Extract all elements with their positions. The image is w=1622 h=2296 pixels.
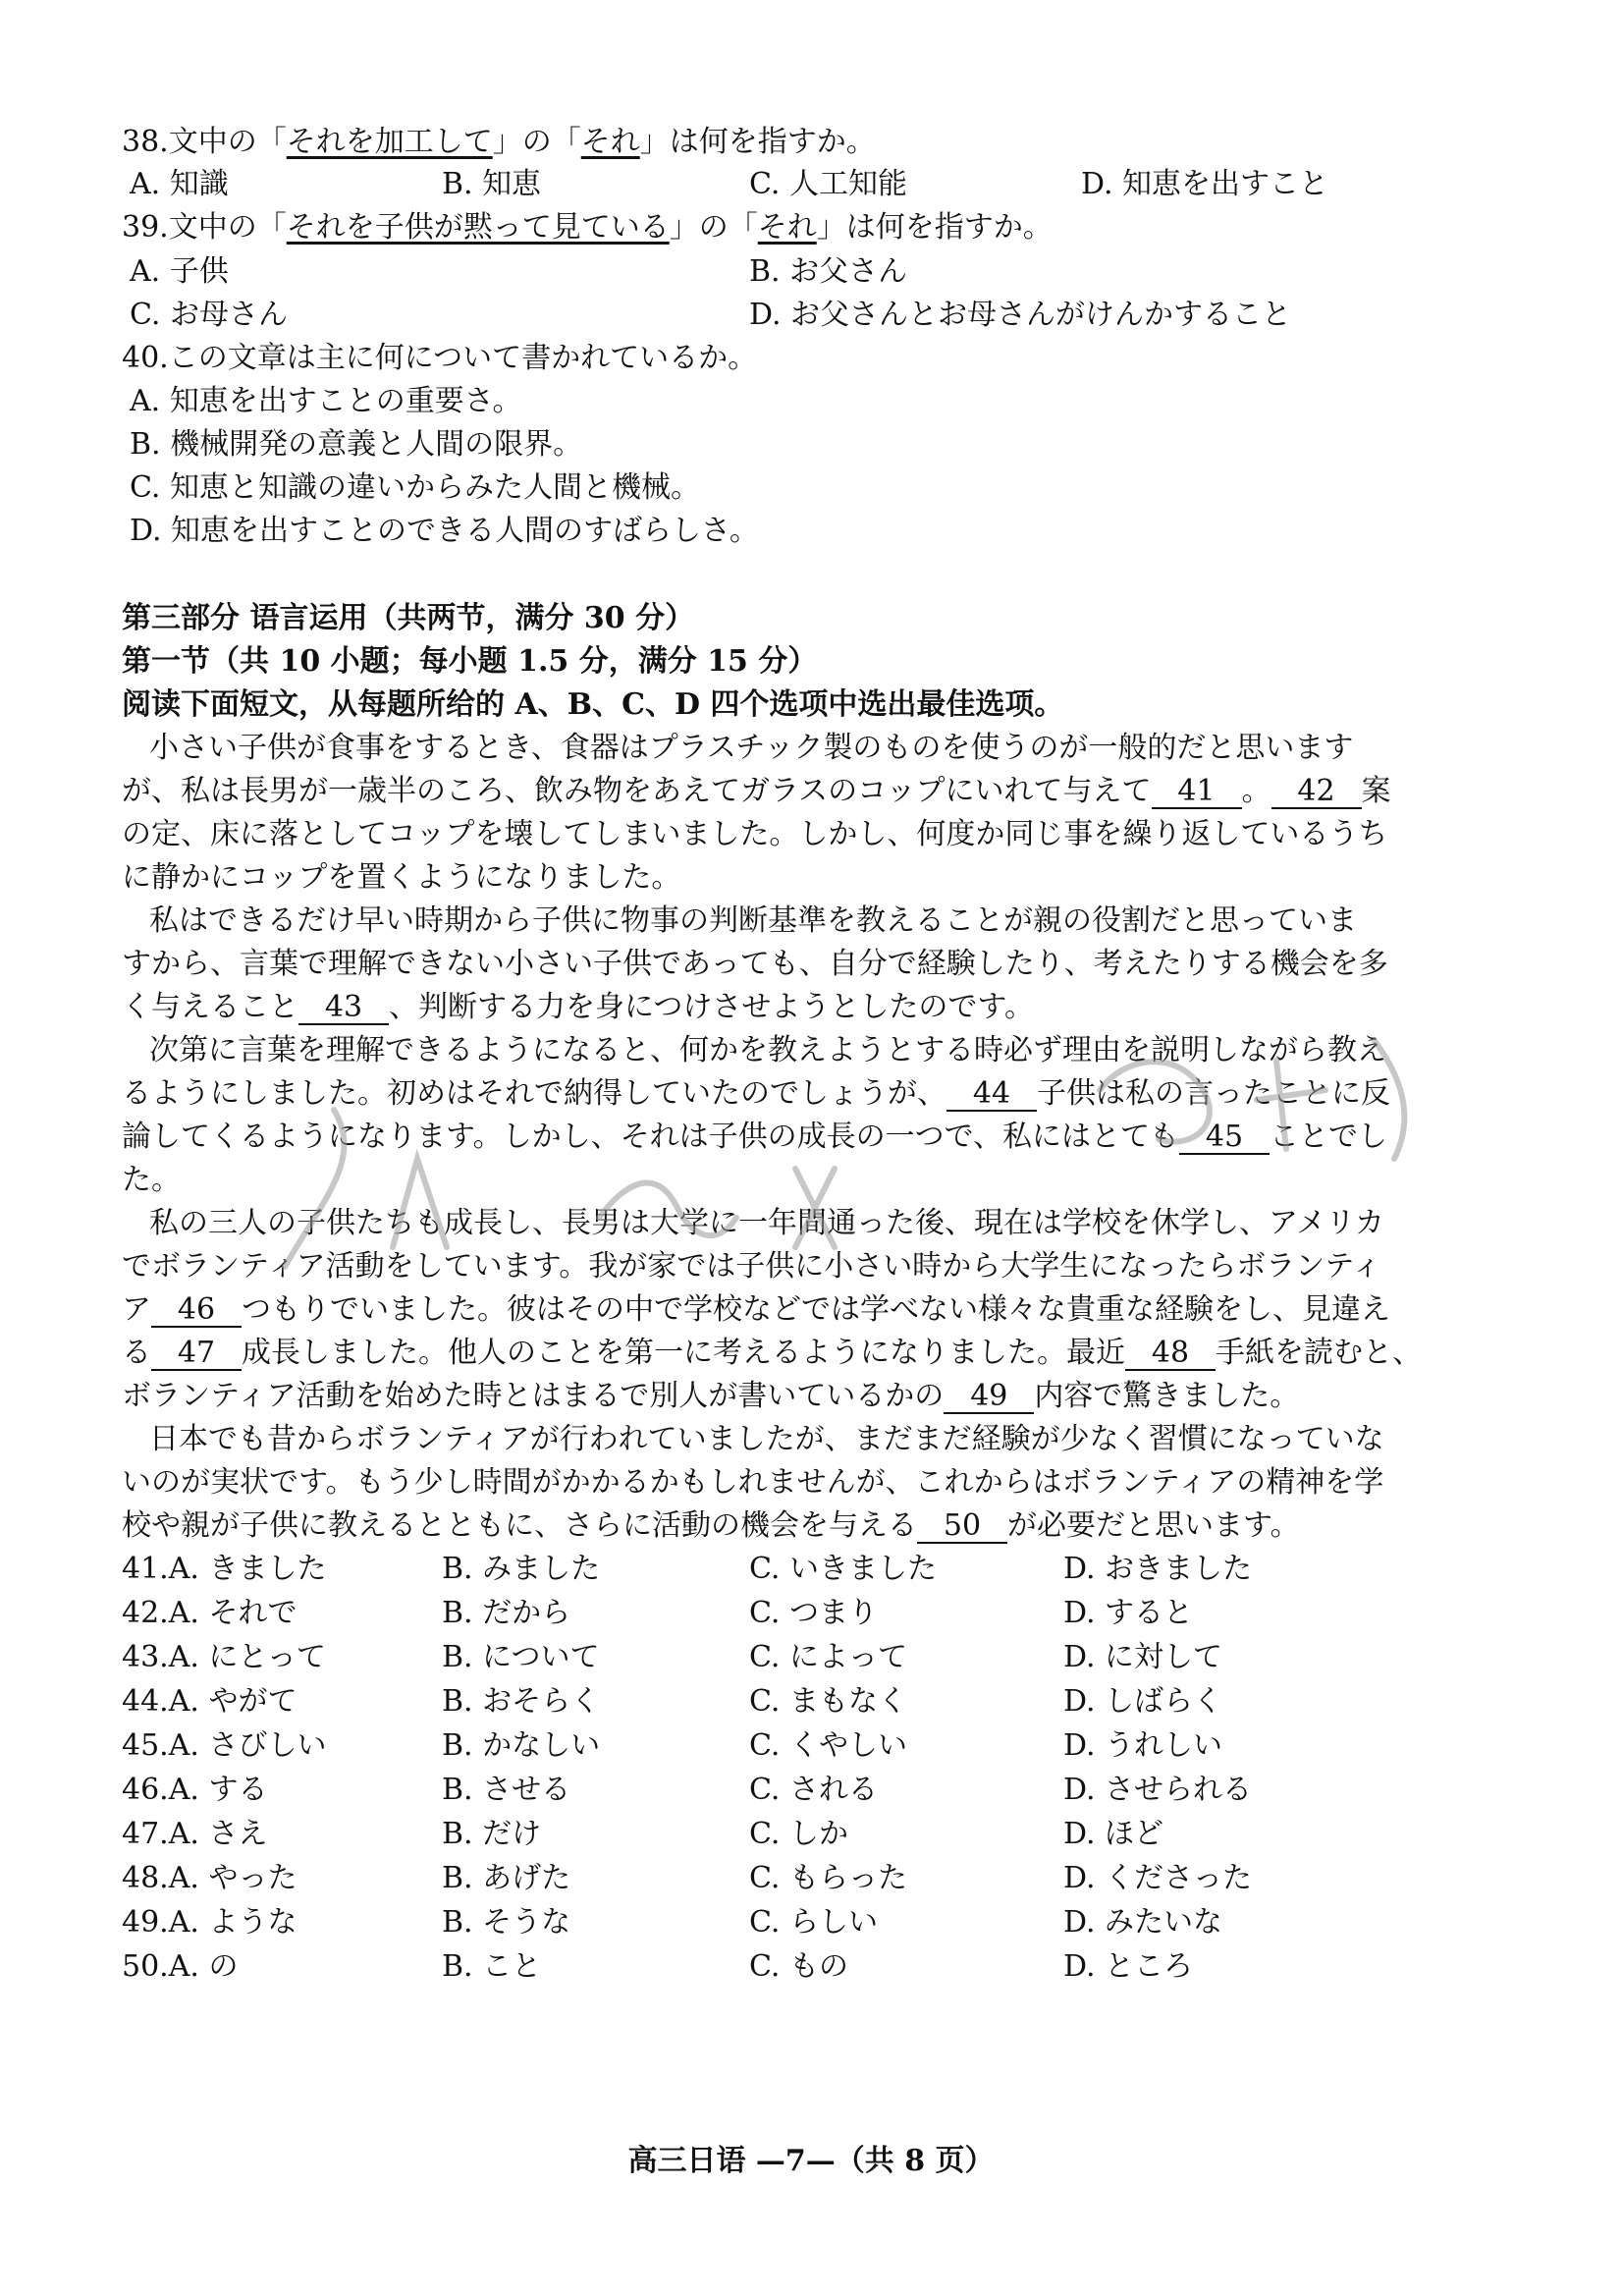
choice-46-a: 46.A. する <box>122 1773 268 1807</box>
passage-text: 校や親が子供に教えるとともに、さらに活動の機会を与える <box>122 1508 917 1543</box>
q39-prefix: 39.文中の「 <box>122 210 287 245</box>
choice-48-a: 48.A. やった <box>122 1861 297 1895</box>
passage-text: ボランティア活動を始めた時とはまるで別人が書いているかの <box>122 1379 945 1413</box>
choice-50-d: D. ところ <box>1063 1949 1194 1984</box>
choice-43-a: 43.A. にとって <box>122 1640 326 1674</box>
q40-option-d: D. 知恵を出すことのできる人間のすばらしさ。 <box>130 514 759 548</box>
q40-option-c: C. 知恵と知識の違いからみた人間と機械。 <box>130 470 700 505</box>
blank-41: 41 <box>1152 776 1242 809</box>
choice-41-d: D. おきました <box>1063 1552 1253 1586</box>
q38-prefix: 38.文中の「 <box>122 125 287 159</box>
passage-line-1: 小さい子供が食事をするとき、食器はプラスチック製のものを使うのが一般的だと思います <box>149 731 1354 765</box>
q39-option-b: B. お父さん <box>749 254 908 289</box>
passage-line-18: いのが実状です。もう少し時間がかかるかもしれませんが、これからはボランティアの精神を学 <box>122 1465 1384 1500</box>
blank-49: 49 <box>944 1381 1034 1414</box>
choice-50-a: 50.A. の <box>122 1949 239 1984</box>
question-40: 40.この文章は主に何について書かれているか。 <box>122 341 758 375</box>
choice-50-b: B. こと <box>442 1949 542 1984</box>
passage-line-12: 私の三人の子供たちも成長し、長男は大学に一年間通った後、現在は学校を休学し、アメリカ <box>149 1206 1384 1240</box>
passage-text: 手紙を読むと、 <box>1216 1336 1422 1370</box>
choice-48-d: D. くださった <box>1063 1861 1253 1895</box>
passage-line-11: た。 <box>122 1163 181 1197</box>
question-39 <box>122 208 1053 247</box>
choice-42-c: C. つまり <box>749 1596 878 1630</box>
passage-text: 、判断する力を身につけさせようとしたのです。 <box>389 990 1034 1024</box>
choice-45-a: 45.A. さびしい <box>122 1728 327 1763</box>
choice-41-a: 41.A. きました <box>122 1552 327 1586</box>
q39-underlined-phrase: それを子供が黙って見ている <box>286 210 670 245</box>
passage-text: つもりでいました。彼はその中で学校などでは学べない様々な貴重な経験をし、見違え <box>242 1292 1390 1327</box>
choice-42-b: B. だから <box>442 1596 571 1630</box>
passage-text: く与えること <box>122 990 298 1024</box>
choice-48-c: C. もらった <box>749 1861 907 1895</box>
passage-line-17: 日本でも昔からボランティアが行われていましたが、まだまだ経験が少なく習慣になっていな <box>149 1422 1384 1456</box>
passage-line-7 <box>122 988 1034 1027</box>
question-38 <box>122 123 876 162</box>
blank-44: 44 <box>946 1078 1037 1112</box>
choice-46-d: D. させられる <box>1063 1773 1253 1807</box>
choice-47-d: D. ほど <box>1063 1817 1164 1851</box>
passage-line-2 <box>122 772 1391 811</box>
passage-line-15 <box>122 1334 1422 1373</box>
passage-text: が必要だと思います。 <box>1007 1508 1300 1543</box>
q39-mid: 」の「 <box>669 210 758 245</box>
passage-text: 論してくるようになります。しかし、それは子供の成長の一つで、私にはとても <box>122 1120 1179 1154</box>
q40-option-a: A. 知恵を出すことの重要さ。 <box>130 384 522 418</box>
q39-underlined-word: それ <box>757 210 817 245</box>
choice-46-b: B. させる <box>442 1773 571 1807</box>
section-instruction: 阅读下面短文，从每题所给的 A、B、C、D 四个选项中选出最佳选项。 <box>122 687 1064 722</box>
choice-41-b: B. みました <box>442 1552 601 1586</box>
choice-48-b: B. あげた <box>442 1861 571 1895</box>
choice-42-a: 42.A. それで <box>122 1596 297 1630</box>
passage-text: ア <box>122 1292 151 1327</box>
passage-text: 子供は私の言ったことに反 <box>1037 1076 1390 1111</box>
page-footer: 高三日语 —7—（共 8 页） <box>627 2144 995 2178</box>
passage-text: 内容で驚きました。 <box>1034 1379 1300 1413</box>
choice-50-c: C. もの <box>749 1949 848 1984</box>
choice-49-c: C. らしい <box>749 1905 878 1940</box>
blank-45: 45 <box>1179 1121 1270 1155</box>
choice-49-a: 49.A. ような <box>122 1905 297 1940</box>
passage-line-19 <box>122 1506 1300 1546</box>
choice-46-c: C. される <box>749 1773 878 1807</box>
choice-41-c: C. いきました <box>749 1552 937 1586</box>
section-subtitle: 第一节（共 10 小题；每小题 1.5 分，满分 15 分） <box>122 644 818 679</box>
choice-42-d: D. すると <box>1063 1596 1194 1630</box>
choice-43-b: B. について <box>442 1640 600 1674</box>
q40-option-b: B. 機械開発の意義と人間の限界。 <box>130 427 583 462</box>
choice-47-a: 47.A. さえ <box>122 1817 268 1851</box>
passage-text: 案 <box>1361 774 1391 808</box>
passage-text: るようにしました。初めはそれで納得していたのでしょうが、 <box>122 1076 946 1111</box>
passage-text: が、私は長男が一歳半のころ、飲み物をあえてガラスのコップにいれて与えて <box>122 774 1152 808</box>
blank-50: 50 <box>917 1510 1007 1544</box>
choice-47-b: B. だけ <box>442 1817 542 1851</box>
passage-line-6: すから、言葉で理解できない小さい子供であっても、自分で経験したり、考えたりする機会を多 <box>122 947 1388 981</box>
choice-44-a: 44.A. やがて <box>122 1684 297 1719</box>
passage-line-4: に静かにコップを置くようになりました。 <box>122 860 681 895</box>
choice-45-c: C. くやしい <box>749 1728 907 1763</box>
blank-43: 43 <box>298 992 389 1025</box>
blank-46: 46 <box>151 1294 242 1328</box>
passage-line-13: でボランティア活動をしています。我が家では子供に小さい時から大学生になったらボランティ <box>122 1249 1381 1284</box>
passage-text: る <box>122 1336 151 1370</box>
choice-44-c: C. まもなく <box>749 1684 907 1719</box>
blank-48: 48 <box>1125 1338 1216 1371</box>
q39-suffix: 」は何を指すか。 <box>816 210 1053 245</box>
blank-47: 47 <box>151 1338 242 1371</box>
passage-line-14 <box>122 1290 1390 1330</box>
passage-text: 成長しました。他人のことを第一に考えるようになりました。最近 <box>242 1336 1125 1370</box>
passage-line-10 <box>122 1118 1387 1157</box>
passage-line-16 <box>122 1377 1299 1416</box>
q38-mid: 」の「 <box>492 125 581 159</box>
choice-43-c: C. によって <box>749 1640 907 1674</box>
q39-option-c: C. お母さん <box>130 298 288 332</box>
q39-option-a: A. 子供 <box>130 254 229 289</box>
choice-45-b: B. かなしい <box>442 1728 601 1763</box>
blank-42: 42 <box>1271 776 1362 809</box>
q38-option-a: A. 知識 <box>130 167 229 201</box>
choice-49-b: B. そうな <box>442 1905 571 1940</box>
q38-option-b: B. 知恵 <box>442 167 542 201</box>
choice-43-d: D. に対して <box>1063 1640 1223 1674</box>
q38-option-c: C. 人工知能 <box>749 167 907 201</box>
choice-47-c: C. しか <box>749 1817 848 1851</box>
part-title: 第三部分 语言运用（共两节，满分 30 分） <box>122 601 695 635</box>
passage-line-9 <box>122 1074 1390 1114</box>
q38-option-d: D. 知恵を出すこと <box>1081 167 1329 201</box>
passage-line-8: 次第に言葉を理解できるようになると、何かを教えようとする時必ず理由を説明しながら教え <box>149 1033 1386 1067</box>
choice-44-d: D. しばらく <box>1063 1684 1223 1719</box>
choice-49-d: D. みたいな <box>1063 1905 1223 1940</box>
q38-underlined-phrase: それを加工して <box>286 125 493 159</box>
q38-suffix: 」は何を指すか。 <box>639 125 876 159</box>
q38-underlined-word: それ <box>580 125 640 159</box>
choice-44-b: B. おそらく <box>442 1684 601 1719</box>
passage-text: ことでし <box>1270 1120 1387 1154</box>
choice-45-d: D. うれしい <box>1063 1728 1223 1763</box>
q39-option-d: D. お父さんとお母さんがけんかすること <box>749 298 1292 332</box>
passage-text: 。 <box>1241 774 1271 808</box>
passage-line-5: 私はできるだけ早い時期から子供に物事の判断基準を教えることが親の役割だと思っていま <box>149 903 1357 938</box>
passage-line-3: の定、床に落としてコップを壊してしまいました。しかし、何度か同じ事を繰り返しているうち <box>122 817 1388 851</box>
